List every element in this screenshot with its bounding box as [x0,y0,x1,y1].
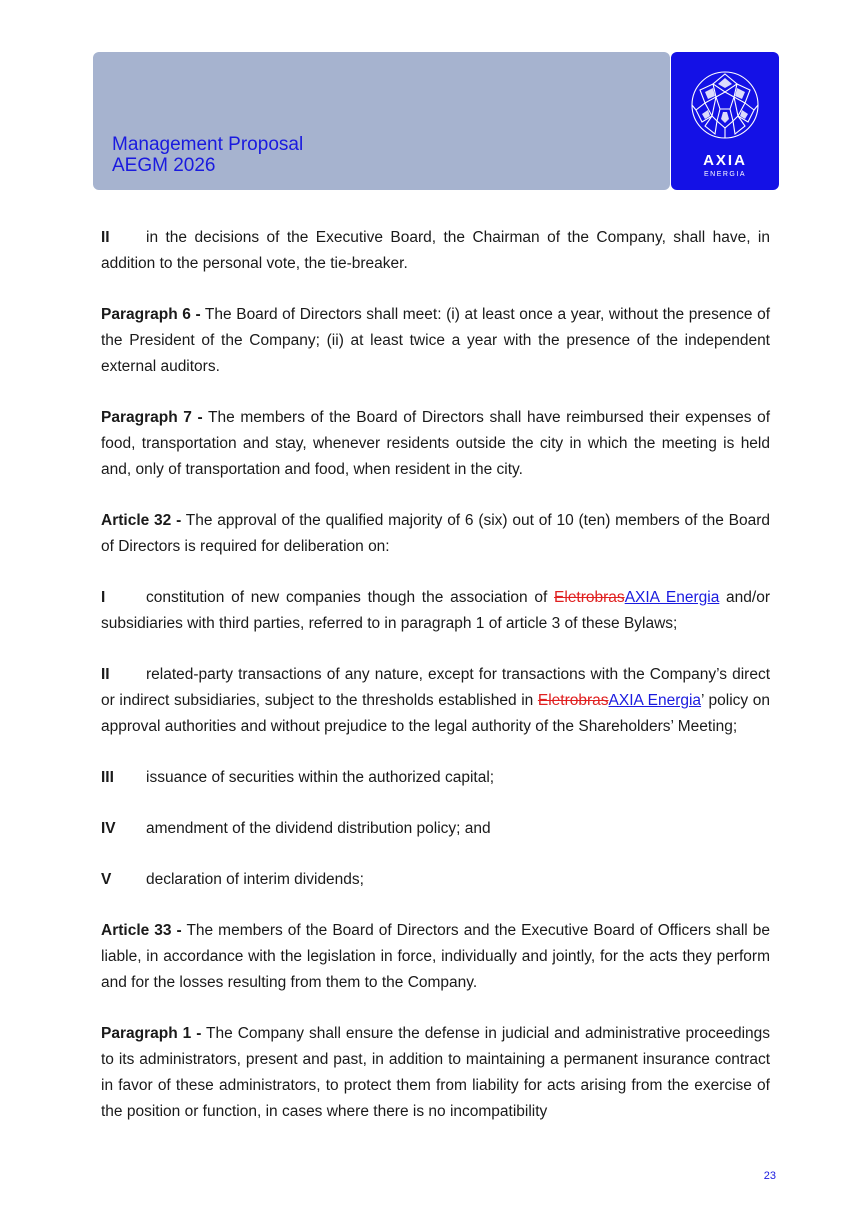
paragraph-heading: Paragraph 1 - [101,1025,202,1042]
article-32-item-iii [101,765,770,791]
title-line-1: Management Proposal [112,134,304,155]
paragraph-heading: Paragraph 6 - [101,306,201,323]
document-title [112,134,303,176]
paragraph-text: The Board of Directors shall meet: (i) at least once a year, without the presence of the President of the Company; (ii) at least twice a year with the presence of the independent external auditors. [101,306,770,375]
article-33 [101,918,770,996]
article-heading: Article 33 - [101,922,182,939]
article-32-item-ii [101,662,770,740]
paragraph-text: declaration of interim dividends; [146,871,364,888]
title-line-2: AEGM 2026 [112,155,216,176]
article-text: The approval of the qualified majority of 6 (six) out of 10 (ten) members of the Board of Directors is required for deliberation on: [101,512,770,555]
paragraph-text: in the decisions of the Executive Board, the Chairman of the Company, shall have, in addition to the personal vote, the tie-breaker. [101,229,770,272]
logo-subtitle: ENERGIA [703,171,746,178]
paragraph-text: amendment of the dividend distribution policy; and [146,820,491,837]
item-label: I [101,589,106,606]
deleted-text: Eletrobras [554,589,625,606]
article-text: The members of the Board of Directors and the Executive Board of Officers shall be liable, in accordance with the legislation in force, individually and jointly, for the acts they perform and for the losses resulting from them to the Company. [101,922,770,991]
paragraph-text: issuance of securities within the authorized capital; [146,769,495,786]
item-label: III [101,769,114,786]
item-label: II [101,666,110,683]
article-32-item-i [101,585,770,637]
item-label: V [101,871,112,888]
paragraph-text: ’ policy on approval authorities and without prejudice to the legal authority of the Shareholders’ Meeting; [101,692,770,735]
paragraph-text: The members of the Board of Directors shall have reimbursed their expenses of food, transportation and stay, whenever residents outside the city in which the meeting is held and, only of transportation and food, when resident in the city. [101,409,771,478]
article-32-item-iv [101,816,770,842]
item-label: II [101,229,110,246]
article-32 [101,508,770,560]
logo-wordmark: AXIA [703,152,747,169]
article-heading: Article 32 - [101,512,182,529]
paragraph-text: and/or subsidiaries with third parties, referred to in paragraph 1 of article 3 of these Bylaws; [101,589,770,632]
paragraph-6 [101,302,770,380]
paragraph-7 [101,405,770,483]
article-33-paragraph-1 [101,1021,770,1125]
paragraph-text: related-party transactions of any nature, except for transactions with the Company’s direct or indirect subsidiaries, subject to the thresholds established in [101,666,770,709]
inserted-text: AXIA Energia [624,589,720,606]
inserted-text: AXIA Energia [608,692,702,709]
article-32-item-v [101,867,770,893]
paragraph-heading: Paragraph 7 - [101,409,203,426]
page-number: 23 [763,1170,776,1182]
deleted-text: Eletrobras [537,692,609,709]
document-body [101,225,770,1125]
paragraph-text: constitution of new companies though the association of [146,589,555,606]
item-label: IV [101,820,116,837]
globe-icon [690,70,760,140]
paragraph-item-ii-tiebreaker [101,225,770,277]
company-logo [671,52,779,190]
paragraph-text: The Company shall ensure the defense in judicial and administrative proceedings to its administrators, present and past, in addition to maintaining a permanent insurance contract in favor of these administrators, to protect them from liability for acts arising from the exercise of the position or function, in cases where there is no incompatibility [101,1025,771,1120]
